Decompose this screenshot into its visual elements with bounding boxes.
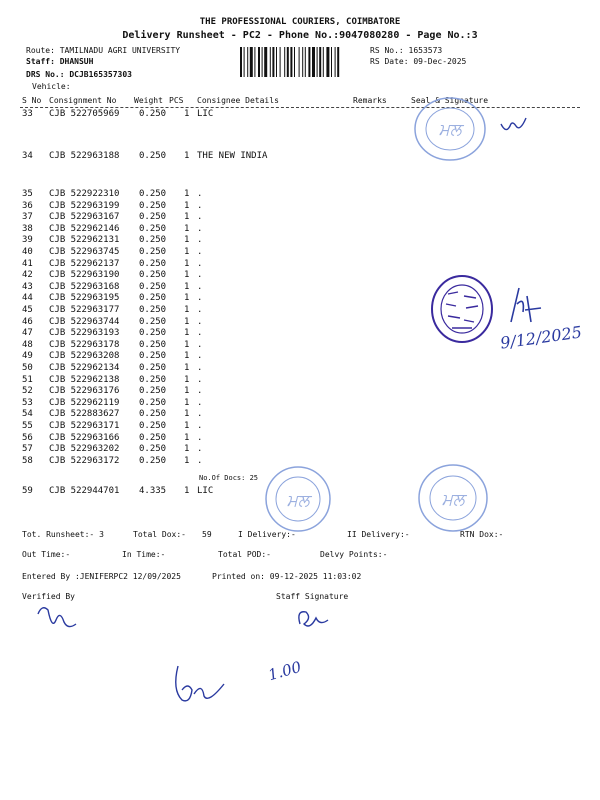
- row-consignee: .: [197, 189, 203, 199]
- i-delivery: I Delivery:-: [238, 530, 296, 539]
- row-consignee: .: [197, 223, 203, 234]
- row-consignment-no: CJB 522963195: [49, 293, 120, 304]
- row-pcs: 1: [184, 293, 190, 304]
- row-weight: 0.250: [139, 109, 167, 119]
- row-consignee: LIC: [197, 109, 214, 119]
- signature-icon: [34, 600, 80, 634]
- row-sno: 35: [22, 189, 33, 199]
- row-sno: 49: [22, 351, 33, 362]
- delivery-stamp-icon: [262, 463, 334, 535]
- row-sno: 39: [22, 235, 33, 246]
- row-weight: 0.250: [139, 386, 167, 397]
- row-consignee: .: [197, 363, 203, 373]
- row-weight: 0.250: [139, 328, 167, 339]
- row-sno: 59: [22, 486, 33, 496]
- table-row: [0, 363, 600, 375]
- row-consignment-no: CJB 522705969: [49, 109, 120, 119]
- row-pcs: 1: [184, 189, 190, 199]
- staff-label: Staff: DHANSUH: [26, 57, 94, 66]
- row-sno: 33: [22, 109, 33, 119]
- row-consignee: .: [197, 258, 203, 269]
- row-sno: 56: [22, 432, 33, 443]
- table-row: [0, 189, 600, 201]
- signature-icon: [498, 112, 530, 138]
- delivery-stamp-icon: [414, 462, 492, 534]
- row-pcs: 1: [184, 432, 190, 443]
- row-consignment-no: CJB 522922310: [49, 189, 120, 199]
- table-row: [0, 351, 600, 363]
- col-sno: S No: [22, 96, 42, 105]
- row-consignment-no: CJB 522962131: [49, 235, 120, 246]
- header-divider: [20, 107, 580, 108]
- row-consignment-no: CJB 522963745: [49, 247, 120, 257]
- row-weight: 0.250: [139, 339, 167, 350]
- row-consignment-no: CJB 522963168: [49, 281, 120, 292]
- row-pcs: 1: [184, 421, 190, 431]
- table-row: [0, 247, 600, 259]
- col-remarks: Remarks: [353, 96, 387, 105]
- row-pcs: 1: [184, 270, 190, 281]
- row-weight: 0.250: [139, 270, 167, 281]
- table-row: [0, 270, 600, 282]
- drs-number: DRS No.: DCJB165357303: [26, 70, 132, 79]
- staff-signature-label: Staff Signature: [276, 592, 349, 601]
- table-row: [0, 224, 600, 236]
- row-sno: 52: [22, 386, 33, 397]
- row-weight: 0.250: [139, 281, 167, 292]
- row-sno: 55: [22, 421, 33, 431]
- row-pcs: 1: [184, 223, 190, 234]
- row-weight: 0.250: [139, 189, 167, 199]
- signature-icon: [168, 660, 228, 710]
- row-sno: 57: [22, 444, 33, 455]
- row-pcs: 1: [184, 374, 190, 385]
- table-row: [0, 409, 600, 421]
- company-title: THE PROFESSIONAL COURIERS, COIMBATORE: [199, 17, 401, 27]
- svg-text:ਮਲ: ਮਲ: [438, 120, 462, 140]
- row-weight: 0.250: [139, 235, 167, 246]
- row-pcs: 1: [184, 328, 190, 339]
- row-consignee: .: [197, 328, 203, 339]
- row-consignee: .: [197, 409, 203, 420]
- signature-icon: [505, 282, 545, 326]
- out-time: Out Time:-: [22, 550, 71, 559]
- row-pcs: 1: [184, 235, 190, 246]
- row-consignment-no: CJB 522963199: [49, 200, 120, 211]
- row-consignment-no: CJB 522883627: [49, 409, 120, 420]
- row-sno: 45: [22, 305, 33, 315]
- row-pcs: 1: [184, 247, 190, 257]
- ii-delivery: II Delivery:-: [347, 530, 410, 539]
- rs-date: RS Date: 09-Dec-2025: [370, 57, 467, 66]
- total-dox-label: Total Dox:-: [133, 530, 186, 539]
- row-weight: 0.250: [139, 363, 167, 373]
- row-consignee: .: [197, 455, 203, 466]
- row-pcs: 1: [184, 444, 190, 455]
- row-consignee: .: [197, 421, 203, 431]
- row-pcs: 1: [184, 316, 190, 327]
- row-weight: 0.250: [139, 212, 167, 223]
- col-consignment: Consignment No: [49, 96, 117, 105]
- row-pcs: 1: [184, 281, 190, 292]
- row-pcs: 1: [184, 339, 190, 350]
- row-pcs: 1: [184, 397, 190, 408]
- row-sno: 58: [22, 455, 33, 466]
- row-weight: 0.250: [139, 397, 167, 408]
- table-row: [0, 259, 600, 271]
- row-sno: 44: [22, 293, 33, 304]
- row-consignee: .: [197, 351, 203, 362]
- row-weight: 0.250: [139, 258, 167, 269]
- row-weight: 0.250: [139, 444, 167, 455]
- row-pcs: 1: [184, 409, 190, 420]
- row-consignee: .: [197, 339, 203, 350]
- row-sno: 37: [22, 212, 33, 223]
- row-consignee: .: [197, 316, 203, 327]
- rs-number: RS No.: 1653573: [370, 46, 443, 55]
- table-row: [0, 398, 600, 410]
- barcode: [240, 47, 364, 77]
- row-sno: 54: [22, 409, 33, 420]
- table-row: [0, 212, 600, 224]
- total-pod: Total POD:-: [218, 550, 271, 559]
- handwritten-note: 1.00: [266, 657, 304, 685]
- printed-on: Printed on: 09-12-2025 11:03:02: [212, 572, 362, 581]
- row-weight: 0.250: [139, 305, 167, 315]
- row-consignee: .: [197, 432, 203, 443]
- seal-stamp-icon: [428, 272, 496, 346]
- table-row: [0, 235, 600, 247]
- row-weight: 0.250: [139, 316, 167, 327]
- row-weight: 0.250: [139, 455, 167, 466]
- row-consignment-no: CJB 522963166: [49, 432, 120, 443]
- row-consignee: .: [197, 212, 203, 223]
- row-consignment-no: CJB 522963176: [49, 386, 120, 397]
- row-weight: 0.250: [139, 432, 167, 443]
- in-time: In Time:-: [122, 550, 166, 559]
- row-consignment-no: CJB 522963202: [49, 444, 120, 455]
- row-pcs: 1: [184, 200, 190, 211]
- col-seal: Seal & Signature: [411, 96, 489, 105]
- row-pcs: 1: [184, 109, 190, 119]
- row-pcs: 1: [184, 305, 190, 315]
- table-row: [0, 386, 600, 398]
- row-sno: 51: [22, 374, 33, 385]
- row-weight: 0.250: [139, 409, 167, 420]
- table-row: [0, 201, 600, 213]
- table-row: [0, 444, 600, 456]
- row-pcs: 1: [184, 151, 190, 161]
- total-runsheet: Tot. Runsheet:- 3: [22, 530, 104, 539]
- row-consignee: .: [197, 270, 203, 281]
- rtn-dox: RTN Dox:-: [460, 530, 504, 539]
- row-pcs: 1: [184, 351, 190, 362]
- row-pcs: 1: [184, 455, 190, 466]
- handwritten-date: 9/12/2025: [499, 322, 583, 353]
- row-sno: 47: [22, 328, 33, 339]
- row-consignment-no: CJB 522963188: [49, 151, 120, 161]
- row-consignment-no: CJB 522962119: [49, 397, 120, 408]
- row-consignment-no: CJB 522963744: [49, 316, 120, 327]
- row-pcs: 1: [184, 363, 190, 373]
- row-weight: 4.335: [139, 486, 167, 496]
- row-sno: 36: [22, 200, 33, 211]
- row-pcs: 1: [184, 386, 190, 397]
- table-row: [0, 433, 600, 445]
- row-consignee: .: [197, 444, 203, 455]
- table-row: [0, 151, 600, 163]
- row-consignment-no: CJB 522963190: [49, 270, 120, 281]
- row-pcs: 1: [184, 258, 190, 269]
- row-consignment-no: CJB 522963178: [49, 339, 120, 350]
- col-weight: Weight: [134, 96, 163, 105]
- row-weight: 0.250: [139, 374, 167, 385]
- row-consignment-no: CJB 522963193: [49, 328, 120, 339]
- row-sno: 40: [22, 247, 33, 257]
- col-consignee: Consignee Details: [197, 96, 279, 105]
- row-weight: 0.250: [139, 293, 167, 304]
- table-row: [0, 375, 600, 387]
- row-consignment-no: CJB 522963172: [49, 455, 120, 466]
- row-consignee: THE NEW INDIA: [197, 151, 268, 161]
- total-dox-value: 59: [202, 530, 212, 539]
- row-consignee: .: [197, 386, 203, 397]
- row-weight: 0.250: [139, 351, 167, 362]
- runsheet-subtitle: Delivery Runsheet - PC2 - Phone No.:9047080280 - Page No.:3: [122, 30, 478, 41]
- row-sno: 48: [22, 339, 33, 350]
- verified-by: Verified By: [22, 592, 75, 601]
- row-consignment-no: CJB 522944701: [49, 486, 120, 496]
- row-consignment-no: CJB 522962137: [49, 258, 120, 269]
- route-label: Route: TAMILNADU AGRI UNIVERSITY: [26, 46, 181, 55]
- row-sno: 41: [22, 258, 33, 269]
- row-weight: 0.250: [139, 247, 167, 257]
- svg-text:ਮਲ: ਮਲ: [441, 490, 465, 510]
- vehicle-label: Vehicle:: [32, 82, 71, 91]
- delvy-points: Delvy Points:-: [320, 550, 388, 559]
- row-consignee: .: [197, 305, 203, 315]
- entered-by: Entered By :JENIFERPC2 12/09/2025: [22, 572, 181, 581]
- row-consignee: .: [197, 200, 203, 211]
- row-weight: 0.250: [139, 151, 167, 161]
- row-consignee: .: [197, 293, 203, 304]
- svg-text:ਮਲ: ਮਲ: [286, 491, 310, 511]
- row-sno: 43: [22, 281, 33, 292]
- row-consignee: .: [197, 374, 203, 385]
- row-sno: 46: [22, 316, 33, 327]
- row-sno: 38: [22, 223, 33, 234]
- row-consignment-no: CJB 522963208: [49, 351, 120, 362]
- no-of-docs: No.Of Docs: 25: [199, 474, 259, 482]
- row-weight: 0.250: [139, 421, 167, 431]
- row-consignment-no: CJB 522963177: [49, 305, 120, 315]
- row-consignee: .: [197, 247, 203, 257]
- row-consignee: LIC: [197, 486, 214, 496]
- row-consignment-no: CJB 522963171: [49, 421, 120, 431]
- row-sno: 42: [22, 270, 33, 281]
- row-consignee: .: [197, 235, 203, 246]
- row-sno: 34: [22, 151, 33, 161]
- row-consignee: .: [197, 281, 203, 292]
- row-sno: 53: [22, 397, 33, 408]
- row-weight: 0.250: [139, 223, 167, 234]
- signature-icon: [294, 604, 330, 632]
- row-pcs: 1: [184, 486, 190, 496]
- row-consignment-no: CJB 522963167: [49, 212, 120, 223]
- row-consignment-no: CJB 522962146: [49, 223, 120, 234]
- row-sno: 50: [22, 363, 33, 373]
- delivery-stamp-icon: [410, 95, 490, 163]
- row-weight: 0.250: [139, 200, 167, 211]
- row-consignment-no: CJB 522962138: [49, 374, 120, 385]
- table-row: [0, 421, 600, 433]
- col-pcs: PCS: [169, 96, 184, 105]
- row-consignment-no: CJB 522962134: [49, 363, 120, 373]
- row-pcs: 1: [184, 212, 190, 223]
- row-consignee: .: [197, 397, 203, 408]
